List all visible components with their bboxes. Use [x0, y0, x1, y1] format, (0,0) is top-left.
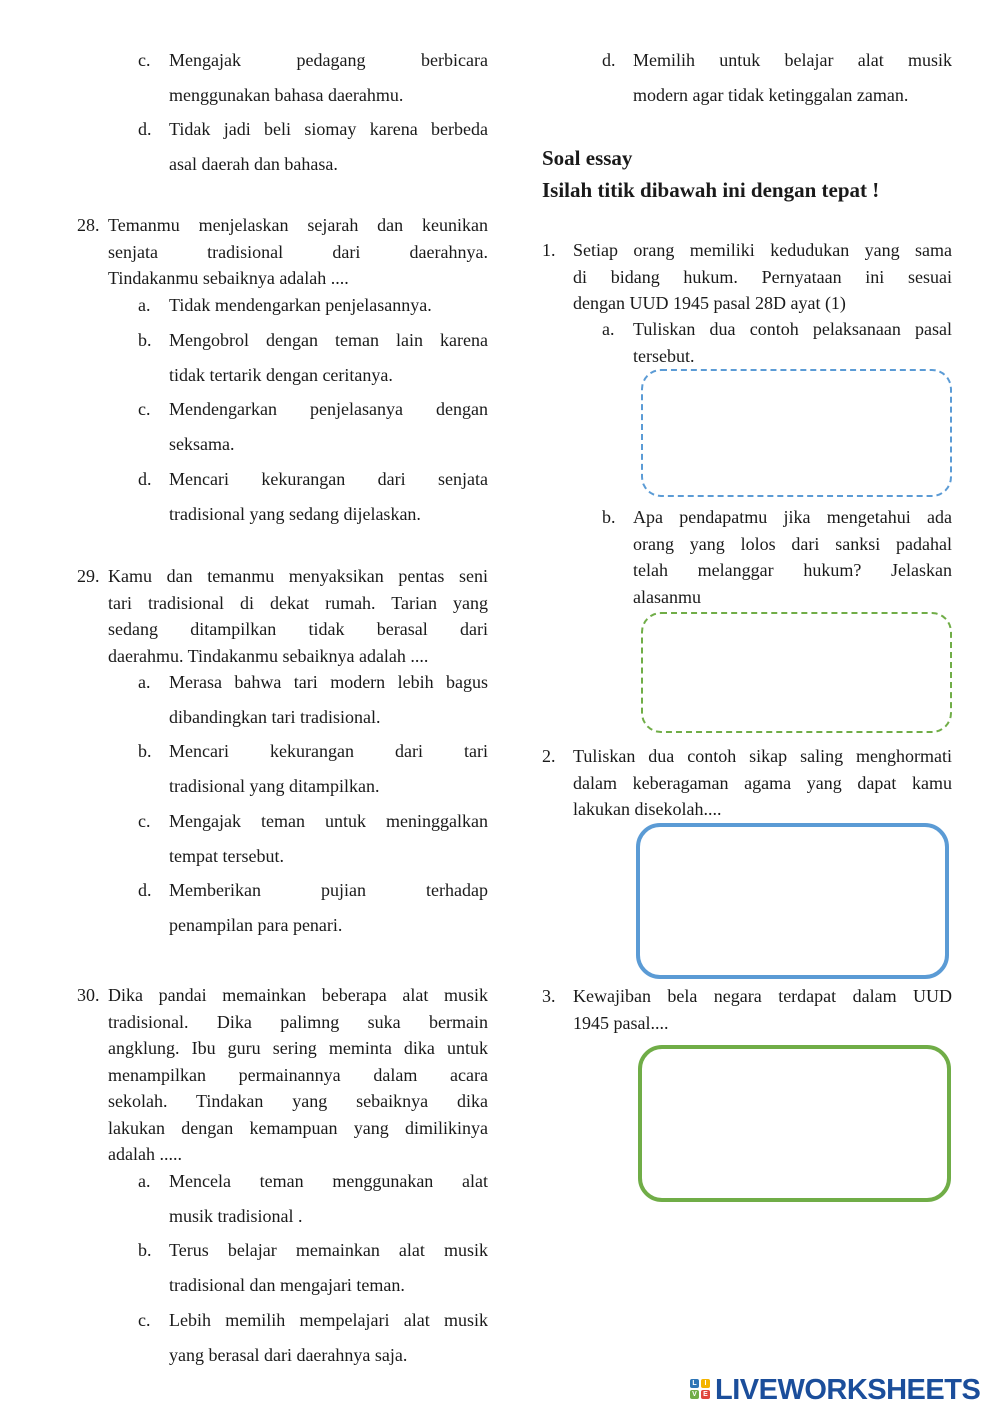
question-line: tari tradisional di dekat rumah. Tarian yang — [108, 592, 488, 613]
q28-option-a[interactable] — [138, 288, 488, 323]
question-line: alasanmu — [633, 586, 701, 607]
option-text-line2: seksama. — [169, 434, 235, 454]
q29-option-c[interactable] — [138, 804, 488, 874]
q28-option-d[interactable] — [138, 462, 488, 532]
essay-question-1a — [602, 316, 952, 369]
question-line: 1945 pasal.... — [573, 1012, 669, 1033]
essay-question-2 — [542, 743, 952, 823]
mark-letter: E — [701, 1390, 710, 1399]
question-line: Kewajiban bela negara terdapat dalam UUD — [573, 986, 952, 1006]
option-text-line1: Mencari kekurangan dari senjata — [169, 469, 488, 489]
option-text-line1: Mengobrol dengan teman lain karena — [169, 330, 488, 350]
option-text-line1: Mengajak pedagang berbicara — [169, 50, 488, 70]
option-text-line2: tradisional dan mengajari teman. — [169, 1275, 405, 1295]
answer-box-1a[interactable] — [641, 369, 952, 497]
question-line: orang yang lolos dari sanksi padahal — [633, 533, 952, 554]
option-text-line2: penampilan para penari. — [169, 915, 343, 935]
question-number: 3. — [542, 986, 556, 1006]
option-text-line1: Mencari kekurangan dari tari — [169, 741, 488, 761]
option-text-line1: Lebih memilih mempelajari alat musik — [169, 1310, 488, 1330]
question-line: tersebut. — [633, 345, 695, 366]
question-line: daerahmu. Tindakanmu sebaiknya adalah .... — [108, 645, 429, 666]
option-text-line2: yang berasal dari daerahnya saja. — [169, 1345, 408, 1365]
option-letter: c. — [138, 811, 151, 831]
liveworksheets-logo — [690, 1373, 981, 1406]
q30-option-b[interactable] — [138, 1233, 488, 1303]
mark-letter: V — [690, 1390, 699, 1399]
question-line: lakukan dengan kemampuan yang dimilikinya — [108, 1117, 488, 1138]
question-line: telah melanggar hukum? Jelaskan — [633, 560, 952, 580]
question-line: Dika pandai memainkan beberapa alat musik — [108, 985, 488, 1005]
question-number: 2. — [542, 746, 556, 766]
q30-option-a[interactable] — [138, 1164, 488, 1234]
sub-letter: a. — [602, 319, 615, 339]
essay-question-1 — [542, 237, 952, 317]
question-line: dengan UUD 1945 pasal 28D ayat (1) — [573, 293, 846, 313]
essay-instruction: Isilah titik dibawah ini dengan tepat ! — [542, 178, 880, 202]
option-text-line1: Tidak mendengarkan penjelasannya. — [169, 295, 432, 315]
answer-box-2[interactable] — [636, 823, 949, 979]
question-line: Apa pendapatmu jika mengetahui ada — [633, 507, 952, 527]
question-line: angklung. Ibu guru sering meminta dika untuk — [108, 1038, 488, 1058]
option-letter: c. — [138, 1310, 151, 1330]
question-line: Kamu dan temanmu menyaksikan pentas seni — [108, 566, 488, 586]
option-letter: d. — [138, 119, 152, 139]
option-text-line1: Mencela teman menggunakan alat — [169, 1171, 488, 1191]
answer-box-3[interactable] — [638, 1045, 951, 1202]
q29-option-b[interactable] — [138, 734, 488, 804]
q29-option-a[interactable] — [138, 665, 488, 735]
mark-letter: L — [690, 1379, 699, 1388]
question-line: menampilkan permainannya dalam acara — [108, 1064, 488, 1085]
option-letter: c. — [138, 399, 151, 419]
option-text-line1: Mengajak teman untuk meninggalkan — [169, 811, 488, 831]
question-line: Tuliskan dua contoh pelaksanaan pasal — [633, 319, 952, 339]
option-letter: d. — [138, 469, 152, 489]
option-text-line1: Memilih untuk belajar alat musik — [633, 50, 952, 70]
option-letter: b. — [138, 330, 152, 350]
essay-question-3 — [542, 983, 952, 1036]
option-text-line1: Tidak jadi beli siomay karena berbeda — [169, 119, 488, 139]
option-text-line2: modern agar tidak ketinggalan zaman. — [633, 85, 909, 105]
q29-option-d[interactable] — [138, 873, 488, 943]
option-letter: a. — [138, 1171, 151, 1191]
question-line: Tuliskan dua contoh sikap saling menghormati — [573, 746, 952, 766]
sub-letter: b. — [602, 507, 616, 527]
option-text-line2: tradisional yang sedang dijelaskan. — [169, 504, 421, 524]
liveworksheets-mark-icon — [690, 1379, 712, 1401]
option-text-line1: Memberikan pujian terhadap — [169, 880, 488, 900]
q28-option-c[interactable] — [138, 392, 488, 462]
question-line: Setiap orang memiliki kedudukan yang sama — [573, 240, 952, 260]
liveworksheets-brand: LIVEWORKSHEETS — [715, 1373, 981, 1406]
option-text-line2: dibandingkan tari tradisional. — [169, 707, 381, 727]
question-number: 1. — [542, 240, 556, 260]
option-letter: a. — [138, 672, 151, 692]
mark-letter: I — [701, 1379, 710, 1388]
q30-option-c[interactable] — [138, 1303, 488, 1373]
option-letter: b. — [138, 741, 152, 761]
option-letter: b. — [138, 1240, 152, 1260]
option-text-line2: musik tradisional . — [169, 1206, 303, 1226]
essay-question-1b — [602, 504, 952, 610]
answer-box-1b[interactable] — [641, 612, 952, 733]
q27-option-d[interactable] — [138, 112, 488, 182]
question-30 — [77, 982, 488, 1168]
option-letter: d. — [602, 50, 616, 70]
option-text-line1: Merasa bahwa tari modern lebih bagus — [169, 672, 488, 692]
question-line: di bidang hukum. Pernyataan ini sesuai — [573, 266, 952, 287]
question-29 — [77, 563, 488, 669]
question-number: 29. — [77, 566, 100, 586]
q27-option-c[interactable] — [138, 43, 488, 113]
option-text-line2: tidak tertarik dengan ceritanya. — [169, 365, 393, 385]
question-number: 30. — [77, 985, 100, 1005]
question-line: Tindakanmu sebaiknya adalah .... — [108, 268, 349, 288]
question-line: adalah ..... — [108, 1144, 182, 1164]
question-line: sekolah. Tindakan yang sebaiknya dika — [108, 1091, 488, 1111]
q28-option-b[interactable] — [138, 323, 488, 393]
essay-title: Soal essay — [542, 146, 633, 170]
option-text-line2: tempat tersebut. — [169, 846, 284, 866]
question-line: senjata tradisional dari daerahnya. — [108, 241, 488, 262]
option-text-line2: tradisional yang ditampilkan. — [169, 776, 380, 796]
option-letter: c. — [138, 50, 151, 70]
question-number: 28. — [77, 215, 100, 235]
option-text-line2: asal daerah dan bahasa. — [169, 154, 338, 174]
question-line: Temanmu menjelaskan sejarah dan keunikan — [108, 215, 488, 235]
question-line: lakukan disekolah.... — [573, 799, 722, 819]
q30-option-d[interactable] — [602, 43, 952, 113]
question-line: tradisional. Dika palimng suka bermain — [108, 1011, 488, 1032]
option-letter: d. — [138, 880, 152, 900]
question-line: dalam keberagaman agama yang dapat kamu — [573, 772, 952, 793]
option-text-line1: Terus belajar memainkan alat musik — [169, 1240, 488, 1260]
question-line: sedang ditampilkan tidak berasal dari — [108, 619, 488, 639]
option-text-line2: menggunakan bahasa daerahmu. — [169, 85, 404, 105]
option-letter: a. — [138, 295, 151, 315]
option-text-line1: Mendengarkan penjelasanya dengan — [169, 399, 488, 419]
question-28 — [77, 212, 488, 292]
